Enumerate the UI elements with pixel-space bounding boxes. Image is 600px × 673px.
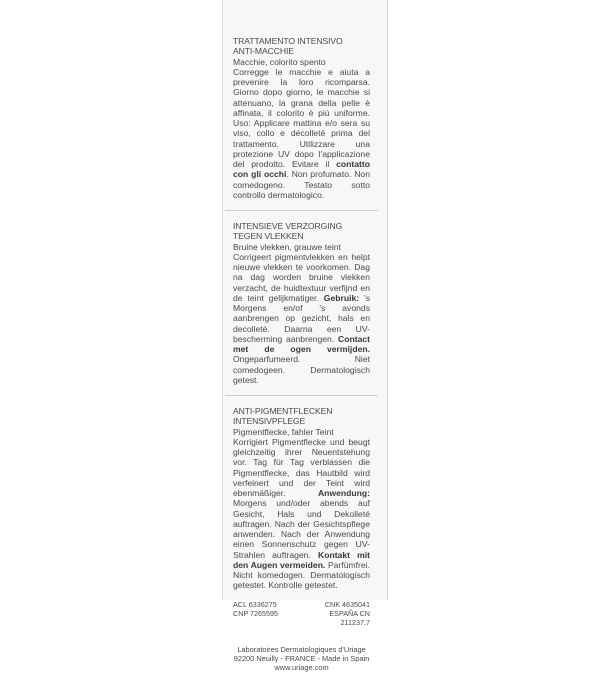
body-bold-text: Gebruik: <box>323 292 360 303</box>
section-subheading: Pigmentflecke, fahler Teint <box>233 426 334 437</box>
product-codes <box>233 600 370 627</box>
body-text: Ongeparfumeerd. Niet comedogeen. Dermatologisch getest. <box>233 354 370 385</box>
body-bold-text: Contact met de ogen vermijden. <box>233 333 370 354</box>
heading-line: ANTI-MACCHIE <box>233 46 294 57</box>
manufacturer-footer <box>233 645 370 673</box>
code-espana-cn: ESPAÑA CN 211237.7 <box>329 608 370 627</box>
code-acl: ACL 6336275 <box>233 599 277 609</box>
body-text: Parfümfrei. Nicht komedogen. Dermatologisch getestet. Kontrolle getestet. <box>233 559 370 591</box>
code-cnk: CNK 4635041 <box>324 599 370 609</box>
section-body <box>233 437 370 591</box>
divider <box>225 210 378 211</box>
section-dutch <box>233 221 370 385</box>
body-bold-text: Anwendung: <box>317 488 370 498</box>
footer-website: www.uriage.com <box>274 663 329 673</box>
section-heading <box>233 406 370 427</box>
section-subheading: Macchie, colorito spento <box>233 56 326 67</box>
section-italian <box>233 36 370 200</box>
body-bold-text: Kontakt mit den Augen vermeiden. <box>233 549 370 570</box>
body-text: Korrigiert Pigmentflecke und beugt gleichzeitig ihrer Neuentstehung vor. Tag für Tag verblassen die Pigmentflecke, das Hautbild wird verfeinert und der Teint wird ebenmäßiger. <box>233 436 370 498</box>
heading-line: INTENSIEVE VERZORGING <box>233 221 343 231</box>
heading-line: TRATTAMENTO INTENSIVO <box>233 36 343 46</box>
heading-line: ANTI-PIGMENTFLECKEN <box>233 406 333 416</box>
heading-line: TEGEN VLEKKEN <box>233 231 304 242</box>
body-text: Corregge le macchie e aiuta a prevenire la loro ricomparsa. Giorno dopo giorno, le macchie si attenuano, la grana della pelle è affinata, il colorito è più uniforme. Uso: Applicare mattina e/o sera su viso, collo e décolleté prima del trattamento. Utilizzare una protezione UV dopo l'applicazione del prodotto. Evitare il <box>233 66 370 169</box>
body-text: Corrigeert pigmentvlekken en helpt nieuwe vlekken te voorkomen. Dag na dag worden bruine vlekken verzacht, de huidtextuur verfijnd en de teint gelijkmatiger. <box>233 251 370 303</box>
section-heading <box>233 36 370 57</box>
footer-line: Laboratoires Dermatologiques d'Uriage <box>237 644 366 654</box>
body-text: 's Morgens en/of 's avonds aanbrengen op gezicht, hals en decolleté. Daarna een UV- bescherming aanbrengen. <box>233 292 371 344</box>
divider <box>225 395 378 396</box>
body-text: . Non profumato. Non comedogeno. Testato sotto controllo dermatologico. <box>233 169 370 200</box>
body-text: Morgens und/oder abends auf Gesicht, Hals und Dekolleté auftragen. Nach der Gesichtspflege anwenden. Nach der Anwendung einen Sonnenschutz gegen UV-Strahlen auftragen. <box>233 498 370 560</box>
body-bold-text: contatto con gli occhi <box>233 159 370 180</box>
code-cnp: CNP 7265595 <box>233 608 279 618</box>
section-german <box>233 406 370 591</box>
section-subheading: Bruine vlekken, grauwe teint <box>233 241 341 252</box>
footer-line: 92200 Neuilly - FRANCE - Made in Spain <box>233 653 370 663</box>
section-body <box>233 67 370 200</box>
section-body <box>233 252 370 385</box>
label-text-column <box>233 36 370 673</box>
heading-line: INTENSIVPFLEGE <box>233 416 306 427</box>
section-heading <box>233 221 370 242</box>
